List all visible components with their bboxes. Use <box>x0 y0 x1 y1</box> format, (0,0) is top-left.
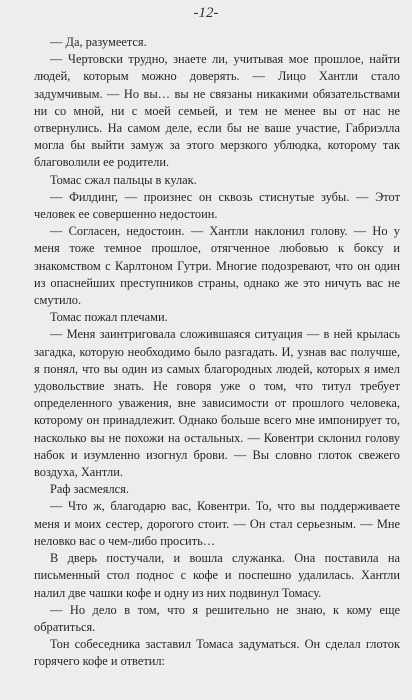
paragraph: — Меня заинтриговала сложившаяся ситуация — в ней крылась загадка, которую необходимо было разгадать. И, узнав вас получше, я понял, что вы один из самых благородных людей, которых я имел удовольствие знать. Не говоря уже о том, что титул требует определенного уважения, вне зависимости от прошлого человека, которому он принадлежит. Однако больше всего мне импонирует то, насколько вы не похожи на остальных. — Ковентри склонил голову набок и изумленно изогнул брови. — Вы словно глоток свежего воздуха, Хантли. <box>34 327 400 480</box>
paragraph: Раф засмеялся. <box>50 482 129 497</box>
paragraph: — Что ж, благодарю вас, Ковентри. То, что вы поддерживаете меня и моих сестер, дорогого стоит. — Он стал серьезным. — Мне неловко вас о чем-либо просить… <box>34 499 400 548</box>
paragraph: — Филдинг, — произнес он сквозь стиснутые зубы. — Этот человек ее совершенно недостоин. <box>34 189 400 222</box>
paragraph: Томас сжал пальцы в кулак. <box>50 172 197 187</box>
paragraph: — Согласен, недостоин. — Хантли наклонил голову. — Но у меня тоже темное прошлое, отягченное любовью к боксу и знакомством с Карлтоном Гутри. Многие подозревают, что он один из опаснейших преступников страны, однако же это ничуть вас не смутило. <box>34 224 400 308</box>
paragraph: В дверь постучали, и вошла служанка. Она поставила на письменный стол поднос с кофе и поспешно удалилась. Хантли налил две чашки кофе и одну из них подвинул Томасу. <box>34 551 400 600</box>
body-text <box>34 34 400 671</box>
paragraph: Томас пожал плечами. <box>50 310 168 325</box>
paragraph: — Но дело в том, что я решительно не знаю, к кому еще обратиться. <box>34 602 400 634</box>
page-number: -12- <box>193 5 219 21</box>
paragraph: Тон собеседника заставил Томаса задуматься. Он сделал глоток горячего кофе и ответил: <box>34 637 400 669</box>
paragraph: — Чертовски трудно, знаете ли, учитывая мое прошлое, найти людей, которым можно доверять. — Лицо Хантли стало задумчивым. — Но вы… вы не связаны никакими обязательствами ни со мной, ни с моей семьей, и тем не менее вы от нас не отвернулись. На самом деле, если бы не ваше участие, Габриэлла могла бы выйти замуж за этого мерзкого ублюдка, которому так благоволили ее родители. <box>34 52 400 170</box>
paragraph: — Да, разумеется. <box>50 35 147 49</box>
